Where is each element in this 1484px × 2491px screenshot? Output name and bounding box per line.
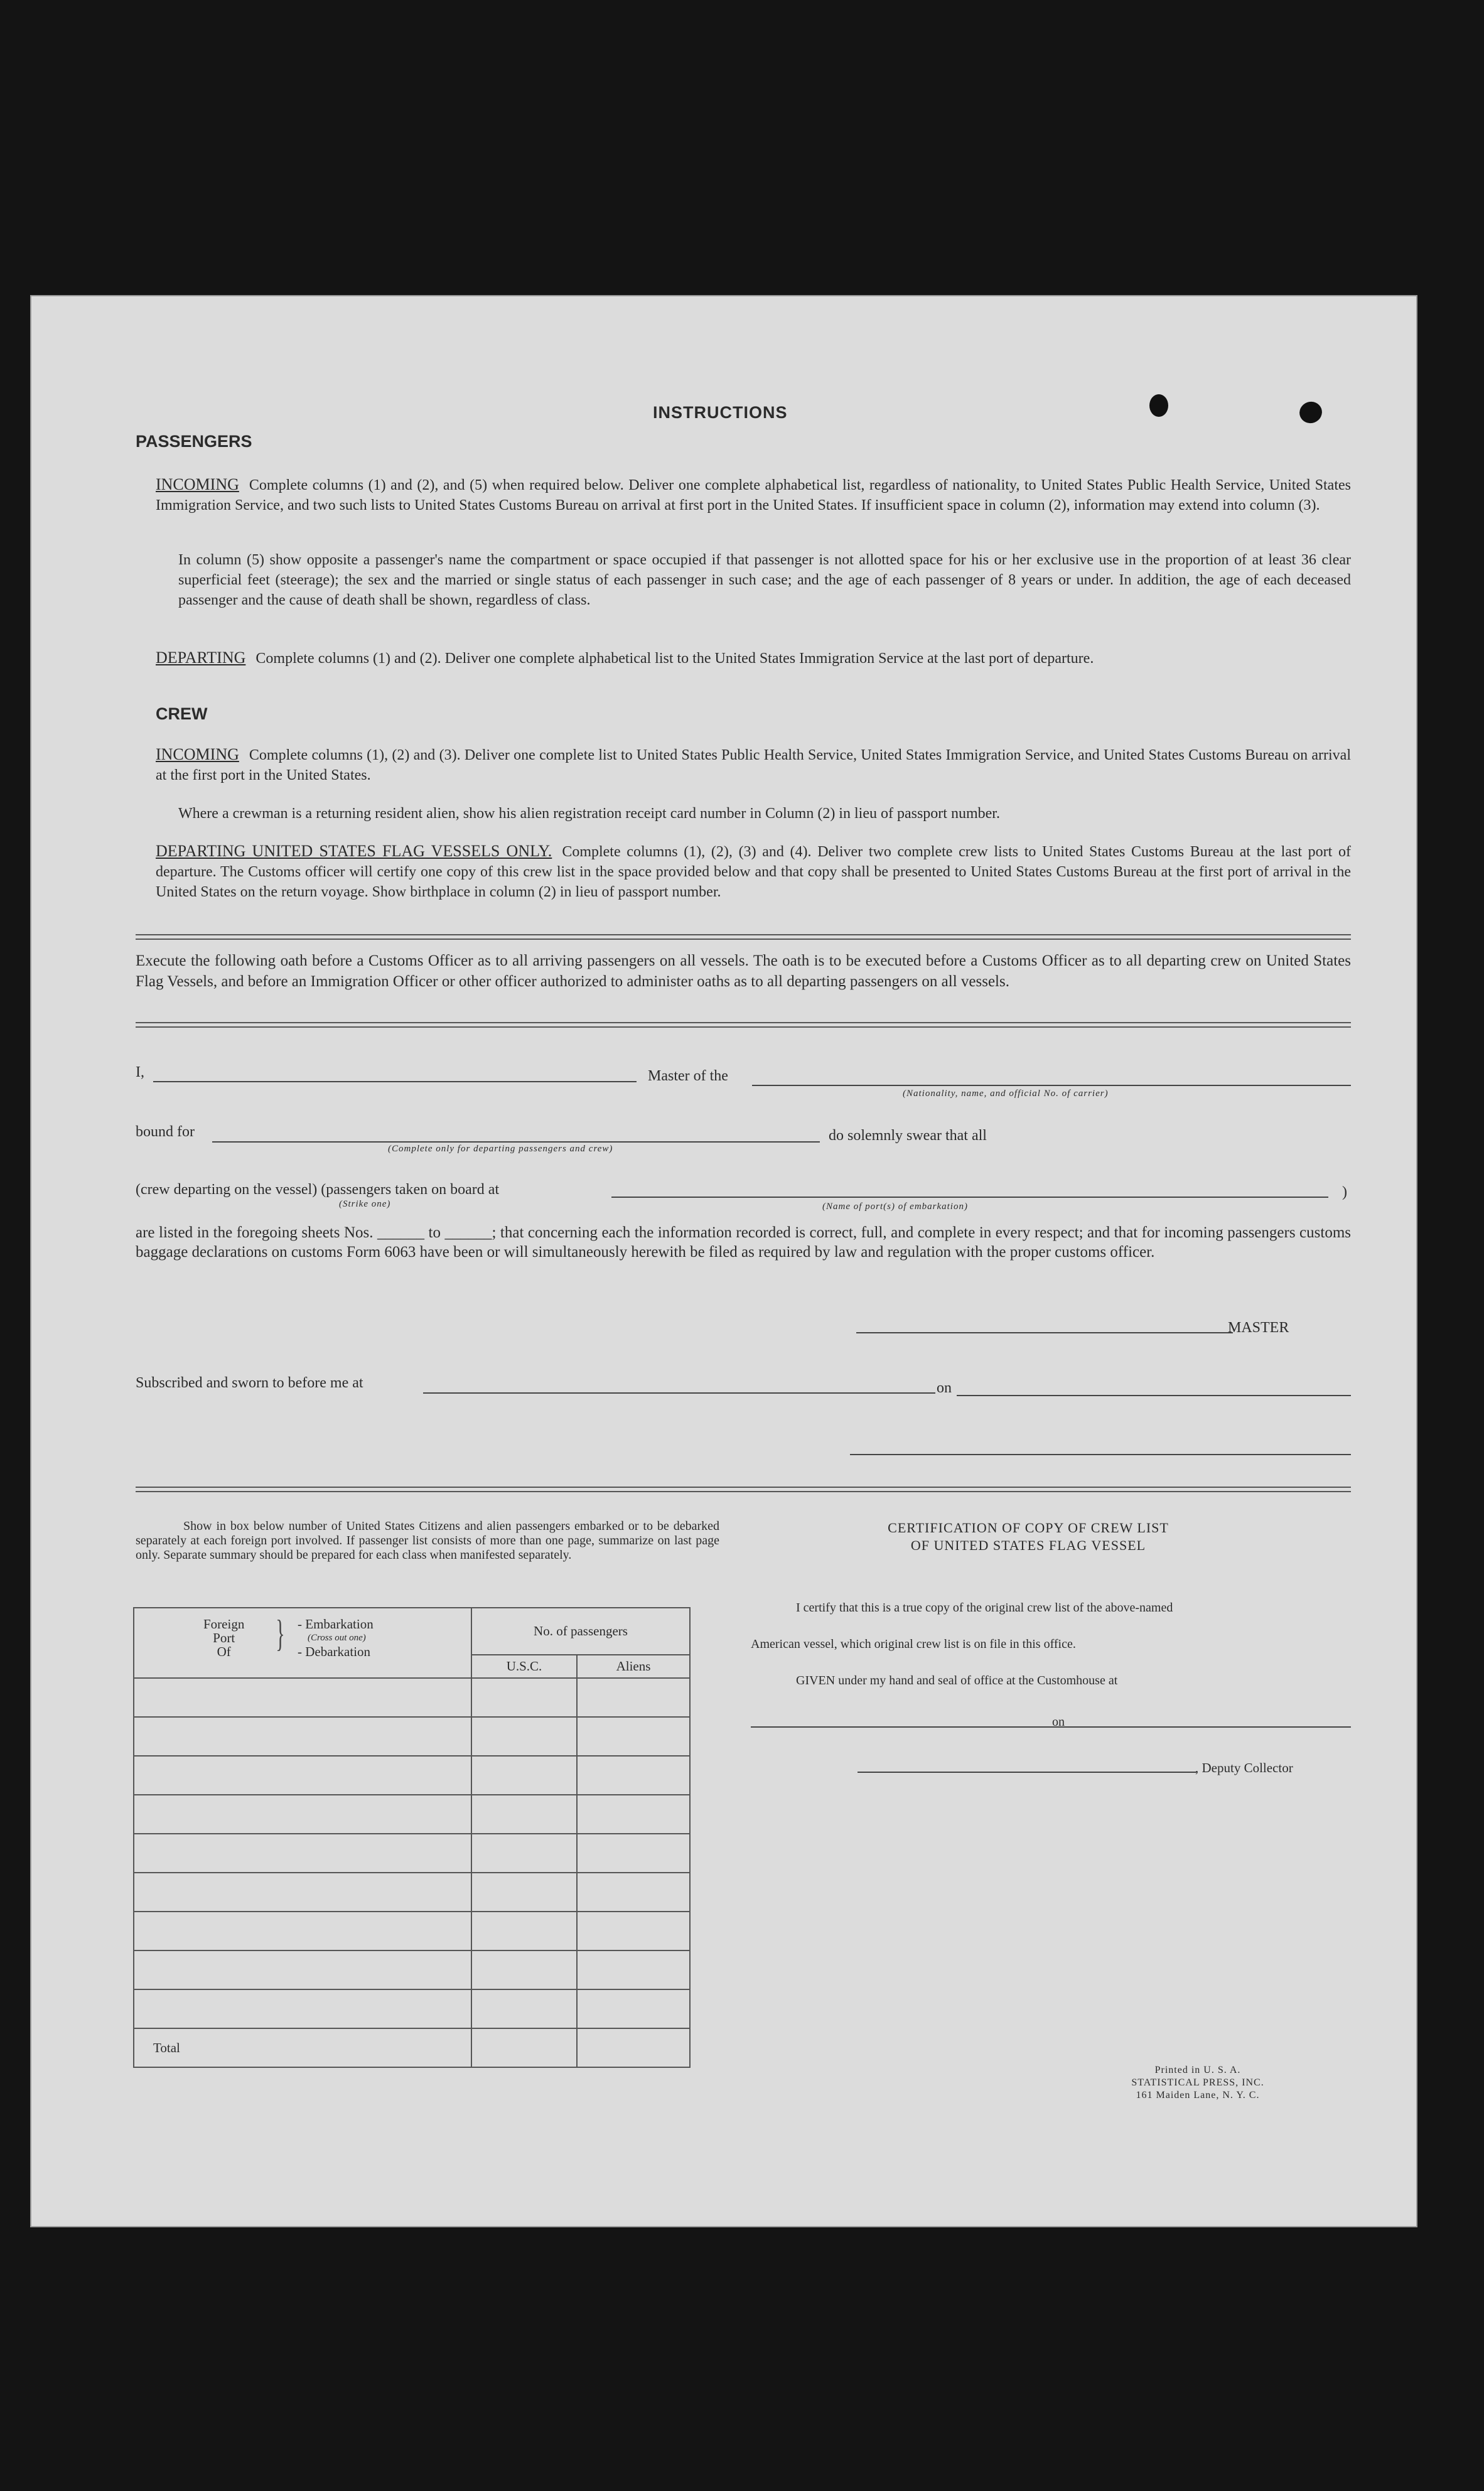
certify-line2: American vessel, which original crew list is on file in this office. [751, 1637, 1076, 1651]
master-signature-field[interactable] [856, 1332, 1233, 1333]
bound-for-field[interactable] [212, 1141, 820, 1143]
crew-flag-label: DEPARTING UNITED STATES FLAG VESSELS ONLY. [156, 842, 552, 860]
port-cell[interactable] [134, 1717, 471, 1756]
ink-blot [1296, 399, 1325, 426]
crew-incoming-label: INCOMING [156, 745, 239, 763]
crew-incoming-text: Complete columns (1), (2) and (3). Deliver one complete list to United States Public Health Service, United States Immigration Service, and United States Customs Bureau on arrival at the first port in the United States. [156, 747, 1351, 783]
usc-cell[interactable] [471, 1717, 577, 1756]
passengers-incoming-text: Complete columns (1) and (2), and (5) when required below. Deliver one complete alphabetical list, regardless of nationality, to United States Public Health Service, United States Immigration Service, and two such lists to United States Customs Bureau on arrival at first port in the United States. If insufficient space in column (2), information may extend into column (3). [156, 477, 1351, 514]
no-of-passengers-header: No. of passengers [471, 1608, 690, 1655]
crew-heading: CREW [156, 704, 208, 723]
subscribed-on-label: on [937, 1380, 952, 1396]
passengers-departing-text: Complete columns (1) and (2). Deliver one complete alphabetical list to the United States Immigration Service at the last port of departure. [255, 650, 1094, 667]
aliens-cell[interactable] [577, 1873, 690, 1912]
printer-line3: 161 Maiden Lane, N. Y. C. [1136, 2090, 1260, 2101]
divider [136, 934, 1351, 940]
foreign-label: Foreign [203, 1617, 245, 1632]
passengers-incoming-paragraph [156, 475, 1351, 515]
deputy-signature-field[interactable] [858, 1772, 1196, 1773]
debarkation-label: - Debarkation [298, 1644, 371, 1659]
subscribed-label: Subscribed and sworn to before me at [136, 1375, 363, 1391]
crew-flag-paragraph [156, 841, 1351, 902]
summary-instructions: Show in box below number of United States Citizens and alien passengers embarked or to be debarked separately at each foreign port involved. If passenger list consists of more than one page, summarize on last page only. Separate summary should be prepared for each class when manifested separately. [136, 1519, 719, 1562]
port-cell[interactable] [134, 1795, 471, 1834]
usc-cell[interactable] [471, 1756, 577, 1795]
usc-cell[interactable] [471, 1678, 577, 1717]
ports-field[interactable] [611, 1197, 1328, 1198]
bound-for-caption: (Complete only for departing passengers and crew) [388, 1144, 613, 1154]
given-line: GIVEN under my hand and seal of office at the Customhouse at [796, 1674, 1118, 1687]
usc-total-cell[interactable] [471, 2028, 577, 2067]
crew-alien-paragraph: Where a crewman is a returning resident alien, show his alien registration receipt card number in Column (2) in lieu of passport number. [178, 805, 1000, 822]
embarkation-label: - Embarkation [298, 1617, 374, 1632]
aliens-header: Aliens [577, 1655, 690, 1678]
solemnly-swear-label: do solemnly swear that all [829, 1127, 987, 1144]
aliens-cell[interactable] [577, 1834, 690, 1873]
master-of-the-label: Master of the [648, 1068, 728, 1084]
strike-one-caption: (Strike one) [339, 1199, 391, 1209]
table-row [134, 1717, 690, 1756]
carrier-caption: (Nationality, name, and official No. of carrier) [903, 1089, 1109, 1099]
form-page [30, 295, 1417, 2227]
printer-line1: Printed in U. S. A. [1154, 2065, 1241, 2075]
usc-cell[interactable] [471, 1912, 577, 1950]
certification-title [783, 1519, 1273, 1554]
aliens-total-cell[interactable] [577, 2028, 690, 2067]
divider [136, 1022, 1351, 1028]
certification-title-line1: CERTIFICATION OF COPY OF CREW LIST [888, 1520, 1169, 1536]
close-paren: ) [1342, 1184, 1347, 1200]
passengers-departing-paragraph [156, 648, 1351, 669]
aliens-cell[interactable] [577, 1950, 690, 1989]
table-row [134, 1795, 690, 1834]
usc-cell[interactable] [471, 1834, 577, 1873]
oath-intro: Execute the following oath before a Customs Officer as to all arriving passengers on all vessels. The oath is to be executed before a Customs Officer as to all departing crew on United States Flag Vessels, and before an Immigration Officer or other officer authorized to administer oaths as to all departing passengers on all vessels. [136, 952, 1351, 990]
port-cell[interactable] [134, 1912, 471, 1950]
total-label: Total [134, 2028, 471, 2067]
master-name-field[interactable] [153, 1081, 637, 1082]
port-cell[interactable] [134, 1950, 471, 1989]
passengers-column5-paragraph: In column (5) show opposite a passenger's name the compartment or space occupied if that passenger is not allotted space for his or her exclusive use in the proportion of at least 36 clear superficial feet (steerage); the sex and the married or single status of each passenger in such case; and the age of each passenger of 8 years or under. In addition, the age of each deceased passenger and the cause of death shall be shown, regardless of class. [178, 552, 1351, 608]
passengers-incoming-label: INCOMING [156, 475, 239, 493]
carrier-field[interactable] [752, 1085, 1351, 1086]
printer-line2: STATISTICAL PRESS, INC. [1131, 2077, 1264, 2088]
port-cell[interactable] [134, 1834, 471, 1873]
certification-title-line2: OF UNITED STATES FLAG VESSEL [910, 1537, 1146, 1553]
oath-i-label: I, [136, 1064, 144, 1080]
divider [136, 1487, 1351, 1492]
port-label: Port [213, 1630, 235, 1645]
certify-line1: I certify that this is a true copy of the original crew list of the above-named [796, 1601, 1173, 1615]
table-row [134, 1950, 690, 1989]
aliens-cell[interactable] [577, 1795, 690, 1834]
crew-passengers-label: (crew departing on the vessel) (passengers taken on board at [136, 1181, 500, 1198]
bound-for-label: bound for [136, 1124, 195, 1140]
listed-paragraph: are listed in the foregoing sheets Nos. ______ to ______; that concerning each the information recorded is correct, full, and complete in every respect; and that for incoming passengers customs baggage declarations on customs Form 6063 have been or will simultaneously herewith be filed as required by law and regulation with the proper customs officer. [136, 1224, 1351, 1261]
ports-caption: (Name of port(s) of embarkation) [822, 1202, 968, 1212]
crew-incoming-paragraph [156, 745, 1351, 785]
subscribed-place-field[interactable] [423, 1392, 935, 1394]
table-row [134, 1912, 690, 1950]
usc-cell[interactable] [471, 1950, 577, 1989]
officer-signature-field[interactable] [850, 1454, 1351, 1455]
ink-blot [1149, 394, 1168, 417]
deputy-collector-label: , Deputy Collector [1195, 1760, 1293, 1775]
usc-cell[interactable] [471, 1989, 577, 2028]
brace-icon: } [276, 1613, 285, 1654]
master-label: MASTER [1228, 1320, 1289, 1336]
port-cell[interactable] [134, 1873, 471, 1912]
cert-date-field[interactable] [1076, 1726, 1351, 1728]
port-cell[interactable] [134, 1678, 471, 1717]
aliens-cell[interactable] [577, 1717, 690, 1756]
usc-header: U.S.C. [471, 1655, 577, 1678]
aliens-cell[interactable] [577, 1912, 690, 1950]
cert-on-label: on [1052, 1715, 1065, 1729]
total-row [134, 2028, 690, 2067]
passengers-departing-label: DEPARTING [156, 648, 246, 667]
table-row [134, 1873, 690, 1912]
passengers-heading: PASSENGERS [136, 432, 252, 451]
aliens-cell[interactable] [577, 1989, 690, 2028]
usc-cell[interactable] [471, 1873, 577, 1912]
usc-cell[interactable] [471, 1795, 577, 1834]
cross-out-caption: (Cross out one) [308, 1633, 366, 1643]
page-title: INSTRUCTIONS [653, 403, 788, 422]
port-header-cell [134, 1608, 471, 1678]
table-row [134, 1989, 690, 2028]
passenger-summary-table [133, 1607, 691, 2068]
table-row [134, 1756, 690, 1795]
crew-flag-text: Complete columns (1), (2), (3) and (4). Deliver two complete crew lists to United States Customs Bureau at the last port of departure. The Customs officer will certify one copy of this crew list in the space provided below and that copy shall be presented to United States Customs Bureau at the first port of arrival in the United States on the return voyage. Show birthplace in column (2) in lieu of passport number. [156, 844, 1351, 900]
of-label: Of [217, 1644, 231, 1659]
aliens-cell[interactable] [577, 1756, 690, 1795]
port-cell[interactable] [134, 1989, 471, 2028]
aliens-cell[interactable] [577, 1678, 690, 1717]
subscribed-date-field[interactable] [957, 1395, 1351, 1396]
port-cell[interactable] [134, 1756, 471, 1795]
table-row [134, 1834, 690, 1873]
customhouse-field[interactable] [751, 1726, 1077, 1728]
table-row [134, 1678, 690, 1717]
printer-imprint [1116, 2064, 1279, 2102]
